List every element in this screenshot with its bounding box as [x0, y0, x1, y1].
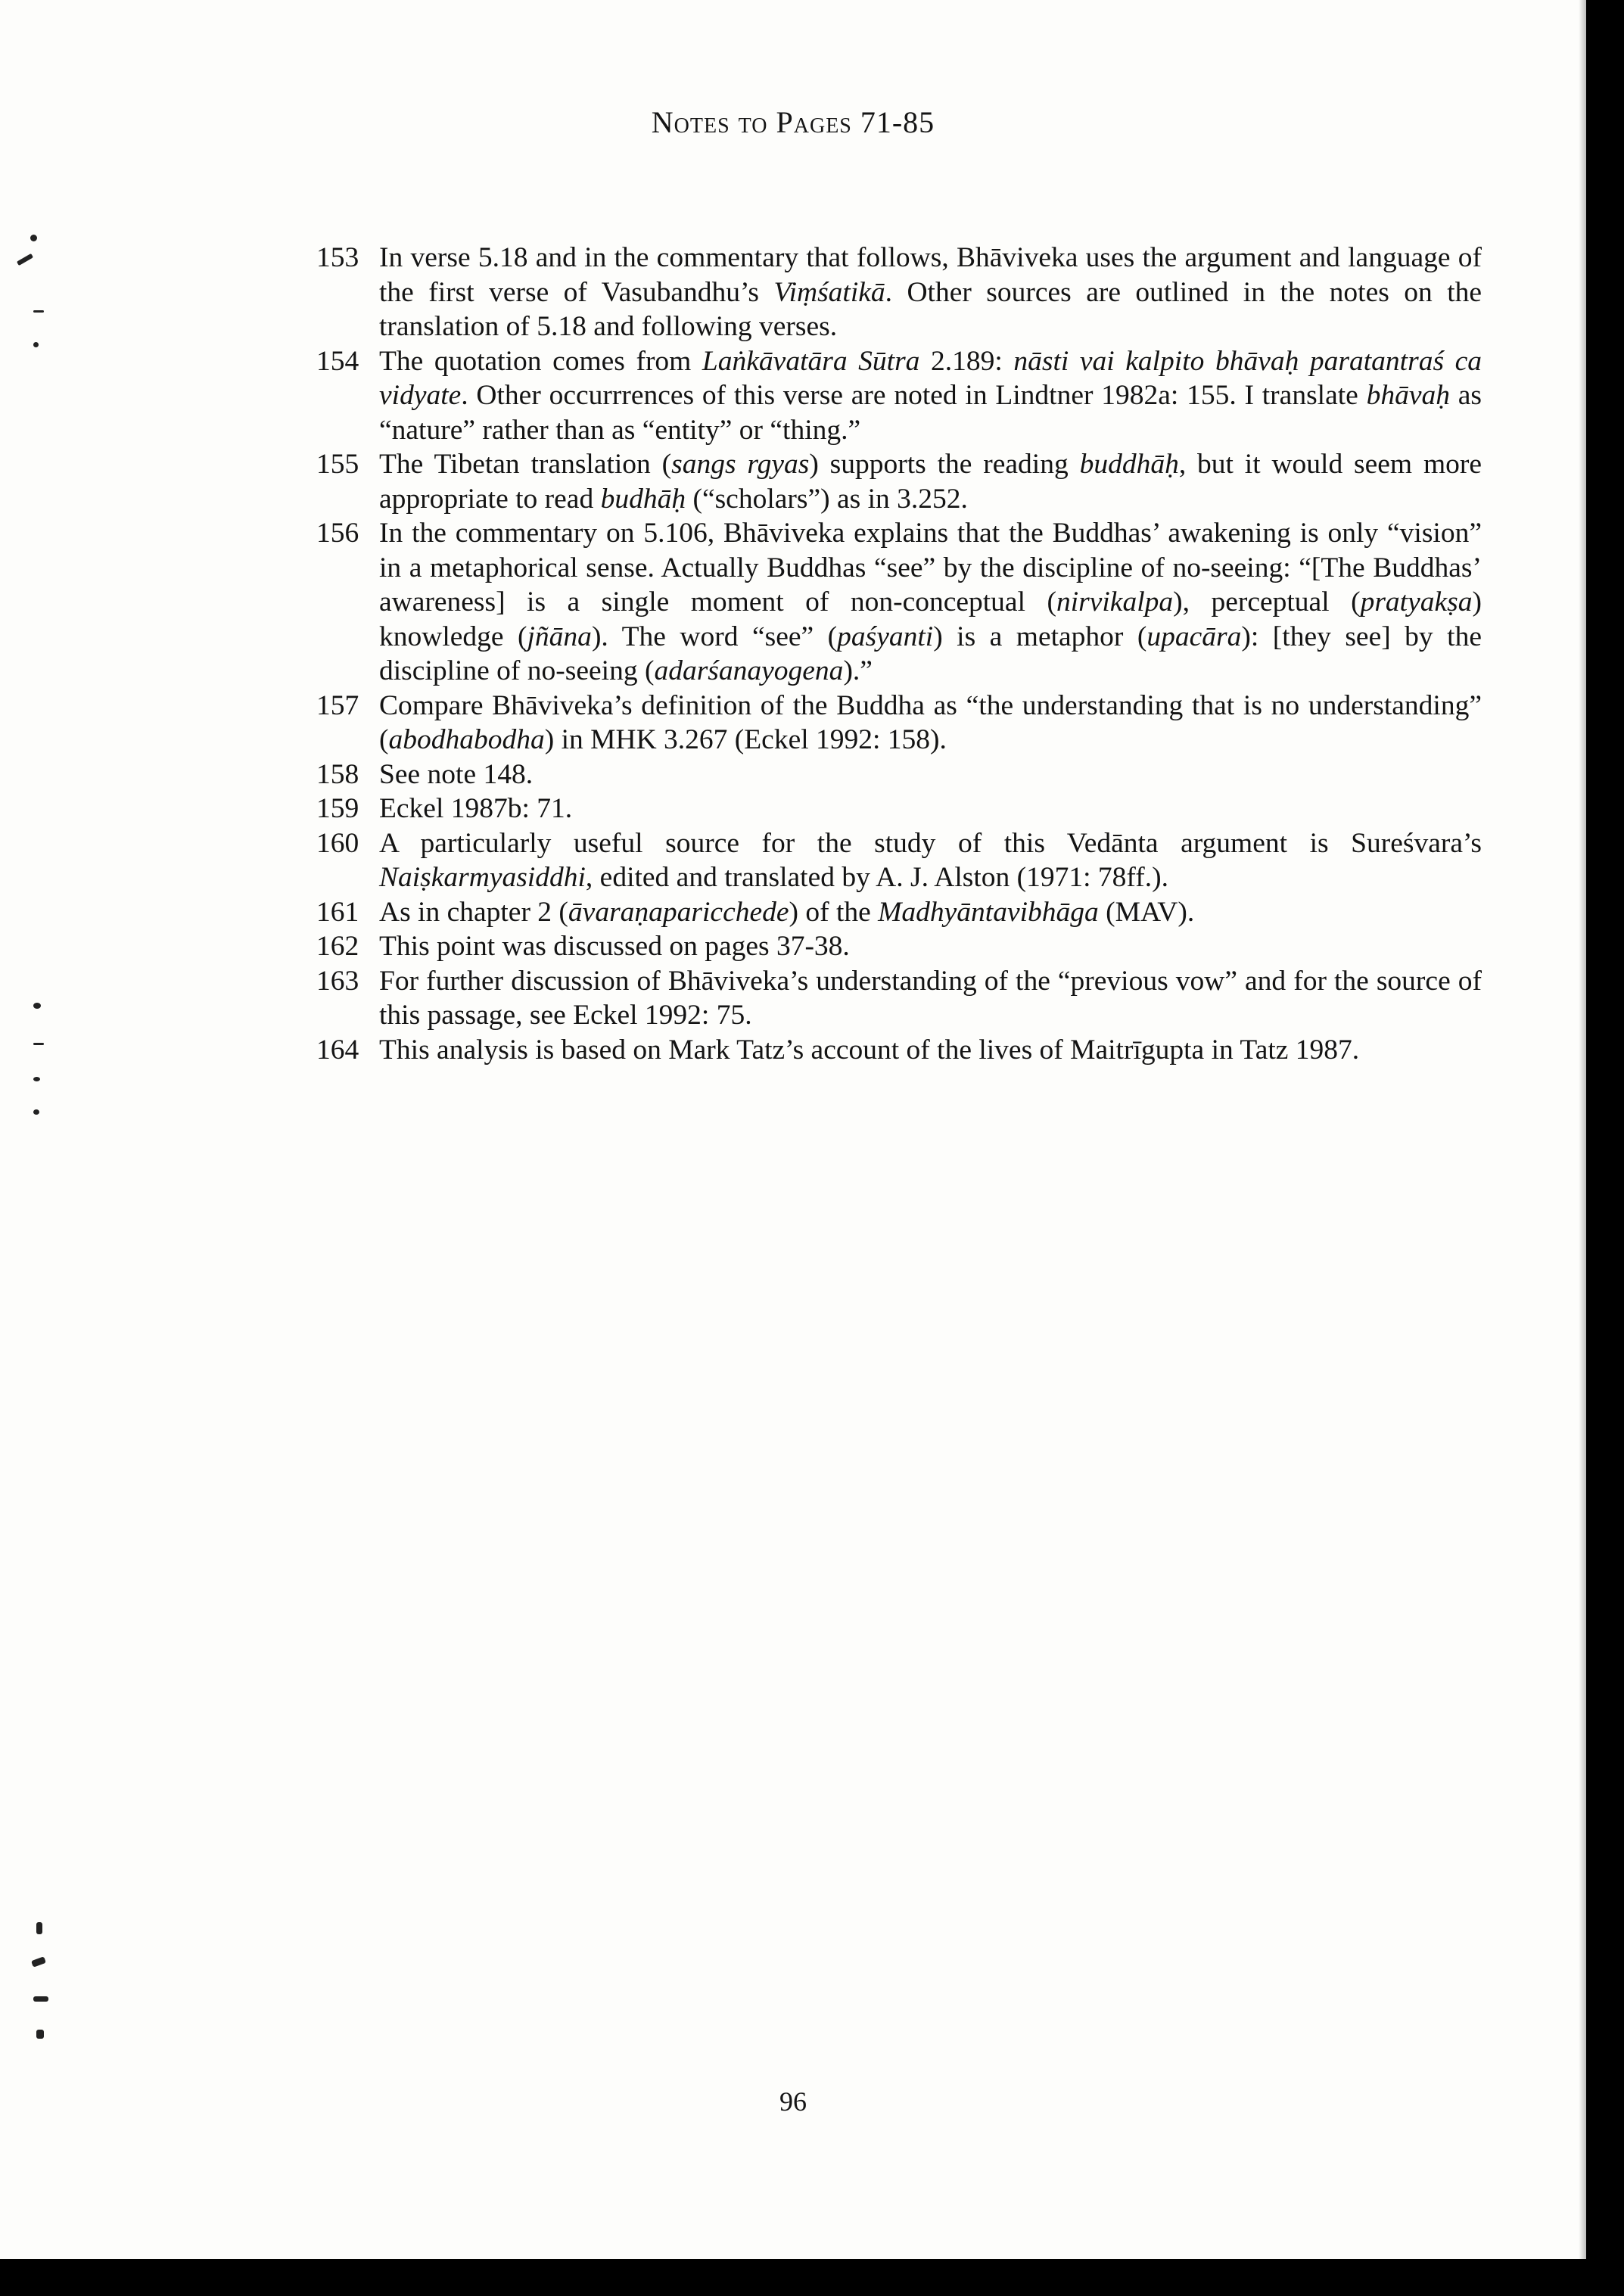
- italic-term: Viṃśatikā: [773, 276, 885, 308]
- endnotes-list: [316, 241, 1482, 1067]
- endnote-161: [316, 895, 1482, 930]
- italic-term: sangs rgyas: [671, 449, 810, 480]
- italic-term: paśyanti: [837, 621, 934, 652]
- endnote-153: [316, 241, 1482, 344]
- scan-speck: [36, 1922, 42, 1934]
- endnote-number: 159: [316, 793, 359, 824]
- endnote-164: [316, 1033, 1482, 1068]
- endnote-text: [379, 759, 533, 790]
- text-run: As in chapter 2 (: [379, 896, 568, 928]
- endnote-number: 163: [316, 965, 359, 997]
- endnote-number: 154: [316, 345, 359, 377]
- scan-speck: [33, 1109, 39, 1115]
- italic-term: pratyakṣa: [1360, 586, 1473, 618]
- text-run: Eckel 1987b: 71.: [379, 793, 573, 824]
- endnote-157: [316, 689, 1482, 758]
- scan-speck: [33, 342, 39, 347]
- text-run: ) in MHK 3.267 (Eckel 1992: 158).: [544, 724, 947, 755]
- endnote-text: [379, 828, 1482, 894]
- text-run: The quotation comes from: [379, 345, 702, 377]
- scan-speck: [33, 1077, 40, 1081]
- endnote-154: [316, 344, 1482, 448]
- text-run: This point was discussed on pages 37-38.: [379, 931, 850, 962]
- text-run: ) is a metaphor (: [933, 621, 1147, 652]
- text-run: . Other occurrrences of this verse are noted in Lindtner 1982a: 155. I translate: [461, 380, 1367, 411]
- italic-term: Laṅkāvatāra Sūtra: [702, 345, 920, 377]
- endnote-number: 158: [316, 758, 359, 790]
- scan-speck: [33, 310, 44, 313]
- italic-term: Naiṣkarmyasiddhi: [379, 862, 586, 893]
- italic-term: buddhāḥ: [1079, 449, 1179, 480]
- text-run: ). The word “see” (: [591, 621, 838, 652]
- endnote-number: 156: [316, 518, 359, 549]
- endnote-text: [379, 931, 850, 962]
- endnote-text: [379, 1034, 1359, 1066]
- scan-speck: [30, 235, 37, 241]
- text-run: A particularly useful source for the study of this Vedānta argument is Sureśvara’s: [379, 827, 1482, 859]
- text-run: This analysis is based on Mark Tatz’s account of the lives of Maitrīgupta in Tatz 1987.: [379, 1034, 1360, 1066]
- page-number: 96: [779, 2086, 807, 2117]
- text-run: ).”: [843, 655, 873, 686]
- italic-term: jñāna: [527, 621, 592, 652]
- text-run: In verse 5.18 and in the commentary that follows, Bhāviveka uses the argument and language of the first verse of Vasubandhu’s: [379, 242, 1482, 308]
- text-run: The Tibetan translation (: [379, 449, 672, 480]
- italic-term: abodhabodha: [388, 724, 545, 755]
- italic-term: upacāra: [1146, 621, 1242, 652]
- endnote-155: [316, 447, 1482, 516]
- text-run: Compare Bhāviveka’s definition of the Buddha as “the understanding that is no understanding” (: [379, 689, 1482, 755]
- text-run: 2.189:: [919, 345, 1014, 377]
- running-head: Notes to Pages 71-85: [651, 105, 935, 139]
- endnote-text: [379, 897, 1194, 928]
- text-run: In the commentary on 5.106, Bhāviveka explains that the Buddhas’ awakening is only “vision” in a metaphorical sense. Actually Buddhas “see” by the discipline of no-seeing: “[The Buddhas’ awareness] is a single moment of non-conceptual (: [379, 518, 1482, 618]
- scan-speck: [17, 254, 33, 266]
- endnote-number: 161: [316, 896, 359, 928]
- endnote-158: [316, 758, 1482, 792]
- text-run: as “nature” rather than as “entity” or “thing.”: [379, 380, 1482, 446]
- endnote-text: [379, 346, 1482, 446]
- scan-speck: [31, 1956, 46, 1968]
- text-run: . Other sources are outlined in the notes on the translation of 5.18 and following verses.: [379, 276, 1482, 342]
- text-run: , but it would seem more appropriate to read: [379, 449, 1482, 515]
- endnote-number: 157: [316, 689, 359, 721]
- endnote-156: [316, 516, 1482, 689]
- italic-term: nirvikalpa: [1056, 586, 1174, 618]
- italic-term: budhāḥ: [600, 483, 686, 515]
- page-edge-shadow: [1579, 0, 1586, 2259]
- scan-speck: [33, 1003, 41, 1009]
- endnote-159: [316, 792, 1482, 826]
- endnote-text: [379, 518, 1482, 686]
- text-run: See note 148.: [379, 758, 534, 790]
- endnote-160: [316, 826, 1482, 895]
- scan-speck: [33, 1043, 44, 1045]
- endnote-163: [316, 964, 1482, 1033]
- endnote-text: [379, 690, 1482, 756]
- text-run: ) supports the reading: [809, 449, 1080, 480]
- italic-term: Madhyāntavibhāga: [878, 896, 1099, 928]
- text-run: , edited and translated by A. J. Alston (1971: 78ff.).: [585, 862, 1168, 893]
- text-run: ) of the: [789, 896, 879, 928]
- scan-speck: [33, 1996, 48, 2002]
- italic-term: nāsti vai kalpito bhāvaḥ paratantraś ca vidyate: [379, 345, 1482, 411]
- text-run: ) knowledge (: [379, 586, 1482, 652]
- endnote-162: [316, 929, 1482, 964]
- endnote-text: [379, 966, 1482, 1031]
- text-run: ): [they see] by the discipline of no-seeing (: [379, 621, 1482, 686]
- endnote-number: 162: [316, 931, 359, 962]
- endnote-number: 164: [316, 1034, 359, 1066]
- scan-speck: [36, 2030, 44, 2039]
- italic-term: āvaraṇaparicchede: [568, 896, 789, 928]
- endnote-text: [379, 242, 1482, 342]
- endnote-number: 160: [316, 827, 359, 859]
- text-run: For further discussion of Bhāviveka’s understanding of the “previous vow” and for the source of this passage, see Eckel 1992: 75.: [379, 965, 1482, 1031]
- text-run: (MAV).: [1098, 896, 1195, 928]
- italic-term: adarśanayogena: [654, 655, 844, 686]
- endnote-text: [379, 449, 1482, 515]
- text-run: (“scholars”) as in 3.252.: [686, 483, 968, 515]
- endnote-number: 153: [316, 242, 359, 273]
- text-run: ), perceptual (: [1173, 586, 1361, 618]
- endnote-text: [379, 793, 572, 824]
- endnote-number: 155: [316, 449, 359, 480]
- italic-term: bhāvaḥ: [1366, 380, 1450, 411]
